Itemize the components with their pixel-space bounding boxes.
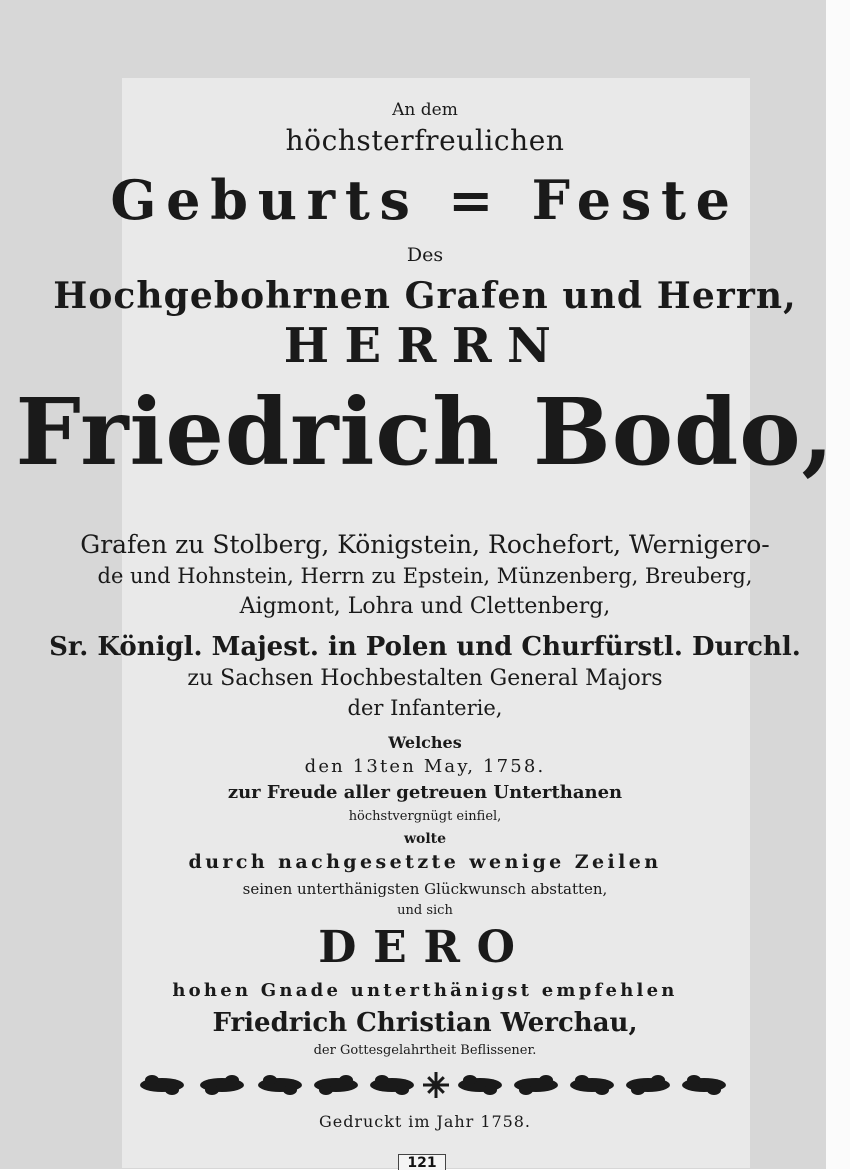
- text-date: den 13ten May, 1758.: [304, 756, 546, 777]
- text-imprint: Gedruckt im Jahr 1758.: [319, 1112, 531, 1131]
- text-hoechstvergnuegt: höchstvergnügt einfiel,: [348, 809, 502, 824]
- text-author-name: Friedrich Christian Werchau,: [212, 1008, 638, 1038]
- ornament-vignette-icon: [514, 1075, 558, 1095]
- ornament-vignette-icon: [314, 1075, 358, 1095]
- text-titles-line-3: Aigmont, Lohra und Clettenberg,: [239, 594, 611, 619]
- ornament-vignette-icon: [258, 1075, 302, 1095]
- printed-sheet: [122, 78, 750, 1168]
- title-dero: DERO: [318, 922, 532, 973]
- text-und-sich: und sich: [397, 903, 453, 918]
- text-royal-majesty: Sr. Königl. Majest. in Polen und Churfürstl. Durchl.: [49, 632, 801, 662]
- star-ornament-icon: [423, 1072, 449, 1098]
- ornament-border: [140, 1068, 730, 1102]
- ornament-vignette-icon: [682, 1075, 726, 1095]
- title-friedrich-bodo: Friedrich Bodo,: [15, 378, 835, 486]
- ornament-vignette-icon: [200, 1075, 244, 1095]
- text-welches: Welches: [388, 733, 462, 752]
- ornament-vignette-icon: [570, 1075, 614, 1095]
- text-hoechsterfreulichen: höchsterfreulichen: [285, 124, 565, 157]
- ornament-vignette-icon: [140, 1075, 184, 1095]
- text-durch-nachgesetzte: durch nachgesetzte wenige Zeilen: [188, 851, 662, 873]
- text-titles-line-1: Grafen zu Stolberg, Königstein, Rochefort, Wernigero-: [80, 530, 770, 559]
- text-general-majors: zu Sachsen Hochbestalten General Majors: [187, 666, 663, 691]
- title-geburts-feste: Geburts = Feste: [110, 168, 740, 232]
- page-number-tab: 121: [398, 1154, 446, 1170]
- text-des: Des: [406, 244, 444, 266]
- text-titles-line-2: de und Hohnstein, Herrn zu Epstein, Münzenberg, Breuberg,: [97, 564, 753, 588]
- text-an-dem: An dem: [392, 100, 458, 120]
- text-hohen-gnade: hohen Gnade unterthänigst empfehlen: [172, 980, 678, 1001]
- text-zur-freude: zur Freude aller getreuen Unterthanen: [227, 782, 623, 803]
- ornament-vignette-icon: [370, 1075, 414, 1095]
- text-glueckwunsch: seinen unterthänigsten Glückwunsch abstatten,: [242, 880, 608, 898]
- ornament-vignette-icon: [626, 1075, 670, 1095]
- text-hochgebohrnen: Hochgebohrnen Grafen und Herrn,: [53, 275, 797, 317]
- ornament-vignette-icon: [458, 1075, 502, 1095]
- text-infanterie: der Infanterie,: [347, 696, 503, 720]
- title-herrn: HERRN: [283, 318, 567, 374]
- text-author-title: der Gottesgelahrtheit Beflissener.: [313, 1043, 537, 1058]
- text-wolte: wolte: [403, 831, 447, 847]
